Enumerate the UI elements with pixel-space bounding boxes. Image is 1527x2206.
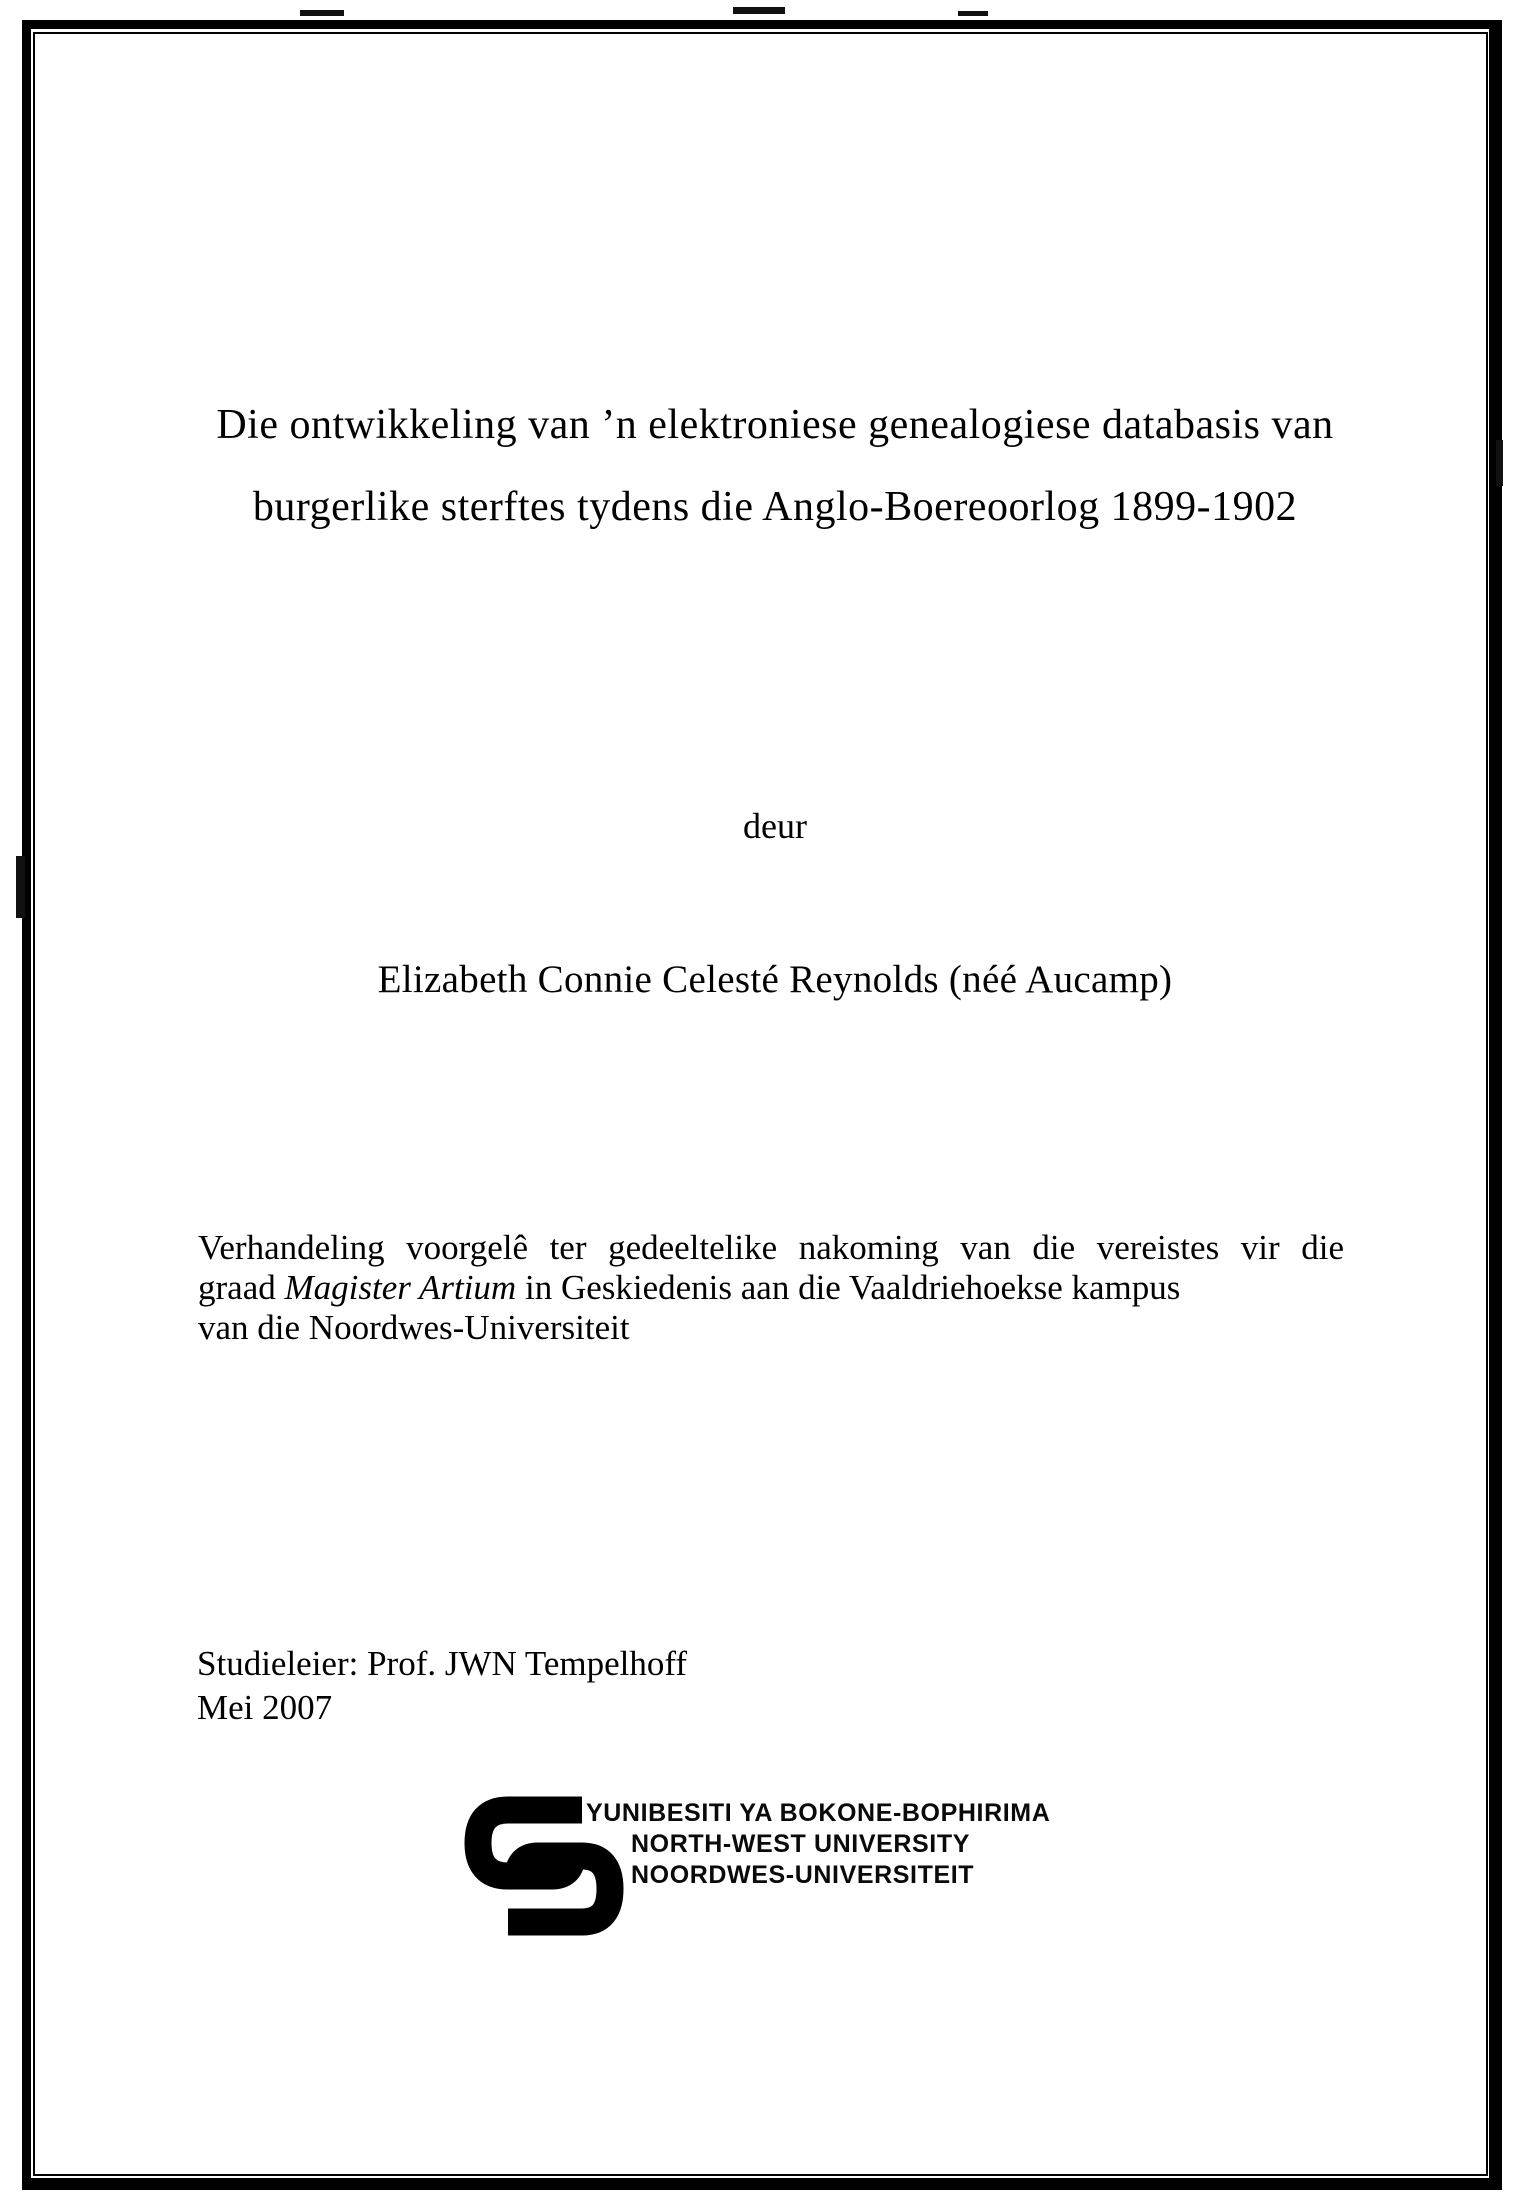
submission-statement-line2 <box>198 1268 1344 1308</box>
statement-line2-suffix: in Geskiedenis aan die Vaaldriehoekse kampus <box>516 1268 1181 1307</box>
scan-artifact <box>958 11 988 16</box>
submission-statement-line1: Verhandeling voorgelê ter gedeeltelike nakoming van die vereistes vir die <box>198 1228 1344 1267</box>
supervisor-line: Studieleier: Prof. JWN Tempelhoff <box>197 1644 688 1683</box>
degree-name: Magister Artium <box>284 1268 517 1307</box>
logo-text-line3: NOORDWES-UNIVERSITEIT <box>631 1861 975 1889</box>
byline: deur <box>743 806 807 846</box>
supervisor-block <box>197 1642 687 1730</box>
university-logo-text <box>586 1798 1050 1891</box>
thesis-title-line2: burgerlike sterftes tydens die Anglo-Boereoorlog 1899-1902 <box>252 484 1298 530</box>
date-line: Mei 2007 <box>197 1688 333 1727</box>
thesis-title-line1: Die ontwikkeling van ’n elektroniese genealogiese databasis van <box>216 402 1334 448</box>
logo-text-line2: NORTH-WEST UNIVERSITY <box>631 1830 970 1858</box>
author-name: Elizabeth Connie Celesté Reynolds (néé Aucamp) <box>377 958 1173 1001</box>
logo-text-line1: YUNIBESITI YA BOKONE-BOPHIRIMA <box>586 1799 1051 1827</box>
scan-artifact <box>16 856 25 918</box>
scan-artifact <box>733 7 785 14</box>
statement-line2-prefix: graad <box>198 1268 285 1307</box>
university-logo <box>464 1796 1084 1941</box>
submission-statement <box>198 1228 1344 1348</box>
scan-artifact <box>300 10 344 16</box>
submission-statement-line3: van die Noordwes-Universiteit <box>198 1308 630 1347</box>
